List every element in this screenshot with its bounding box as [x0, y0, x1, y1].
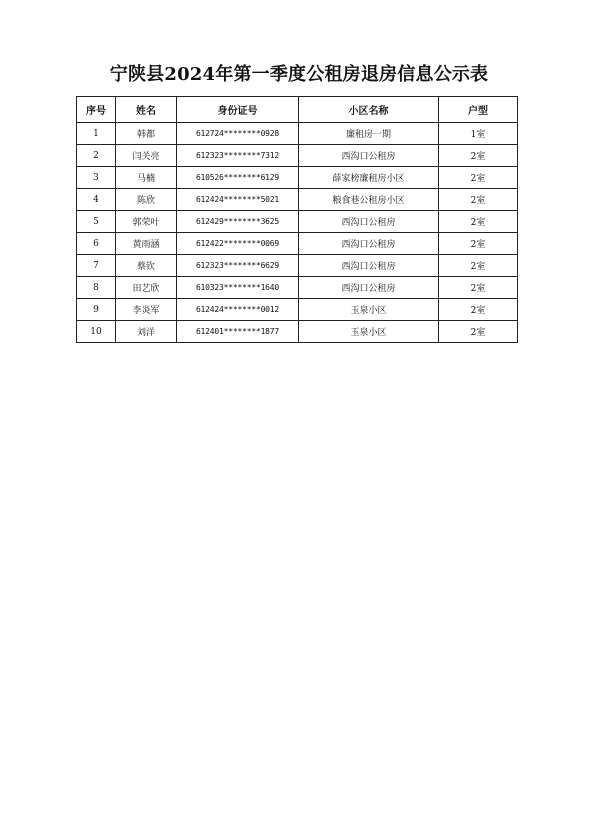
- table-row: [77, 277, 518, 299]
- cell-name: 闫关亮: [116, 145, 177, 167]
- cell-serial-number: 2: [77, 145, 116, 167]
- cell-id-number: 612424********5021: [177, 189, 299, 211]
- cell-community-name: 西沟口公租房: [299, 211, 439, 233]
- cell-serial-number: 1: [77, 123, 116, 145]
- cell-community-name: 廉租房一期: [299, 123, 439, 145]
- table-row: [77, 299, 518, 321]
- cell-community-name: 粮食巷公租房小区: [299, 189, 439, 211]
- cell-id-number: 612323********6629: [177, 255, 299, 277]
- cell-unit-type: 2室: [439, 255, 518, 277]
- cell-unit-type: 2室: [439, 145, 518, 167]
- table-row: [77, 321, 518, 343]
- table-row: [77, 189, 518, 211]
- cell-unit-type: 2室: [439, 277, 518, 299]
- header-unit-type: 户型: [439, 97, 518, 123]
- cell-community-name: 西沟口公租房: [299, 233, 439, 255]
- cell-serial-number: 7: [77, 255, 116, 277]
- cell-community-name: 西沟口公租房: [299, 277, 439, 299]
- header-serial-number: 序号: [77, 97, 116, 123]
- cell-community-name: 西沟口公租房: [299, 145, 439, 167]
- table-row: [77, 233, 518, 255]
- header-community-name: 小区名称: [299, 97, 439, 123]
- cell-name: 陈欣: [116, 189, 177, 211]
- cell-id-number: 612724********0928: [177, 123, 299, 145]
- cell-unit-type: 2室: [439, 189, 518, 211]
- cell-community-name: 西沟口公租房: [299, 255, 439, 277]
- table-header-row: [77, 97, 518, 123]
- cell-serial-number: 8: [77, 277, 116, 299]
- cell-id-number: 610526********6129: [177, 167, 299, 189]
- cell-serial-number: 9: [77, 299, 116, 321]
- cell-community-name: 玉泉小区: [299, 299, 439, 321]
- cell-id-number: 612429********3625: [177, 211, 299, 233]
- cell-id-number: 612424********0012: [177, 299, 299, 321]
- move-out-table: [76, 96, 518, 343]
- cell-id-number: 612401********1877: [177, 321, 299, 343]
- cell-id-number: 610323********1640: [177, 277, 299, 299]
- cell-community-name: 玉泉小区: [299, 321, 439, 343]
- cell-id-number: 612323********7312: [177, 145, 299, 167]
- table-row: [77, 123, 518, 145]
- cell-serial-number: 3: [77, 167, 116, 189]
- cell-name: 田艺欣: [116, 277, 177, 299]
- cell-unit-type: 2室: [439, 167, 518, 189]
- document-title: 宁陕县2024年第一季度公租房退房信息公示表: [109, 64, 489, 85]
- cell-serial-number: 5: [77, 211, 116, 233]
- table-row: [77, 145, 518, 167]
- cell-unit-type: 2室: [439, 321, 518, 343]
- cell-serial-number: 10: [77, 321, 116, 343]
- cell-name: 刘洋: [116, 321, 177, 343]
- cell-name: 蔡钦: [116, 255, 177, 277]
- cell-id-number: 612422********0069: [177, 233, 299, 255]
- cell-serial-number: 4: [77, 189, 116, 211]
- table-row: [77, 211, 518, 233]
- cell-name: 马楠: [116, 167, 177, 189]
- cell-name: 韩都: [116, 123, 177, 145]
- header-name: 姓名: [116, 97, 177, 123]
- cell-name: 黄雨涵: [116, 233, 177, 255]
- cell-name: 李炎军: [116, 299, 177, 321]
- table-row: [77, 255, 518, 277]
- cell-serial-number: 6: [77, 233, 116, 255]
- cell-unit-type: 2室: [439, 299, 518, 321]
- table-row: [77, 167, 518, 189]
- cell-unit-type: 2室: [439, 233, 518, 255]
- cell-unit-type: 1室: [439, 123, 518, 145]
- header-id-number: 身份证号: [177, 97, 299, 123]
- cell-unit-type: 2室: [439, 211, 518, 233]
- cell-name: 郭荣叶: [116, 211, 177, 233]
- cell-community-name: 薛家榜廉租房小区: [299, 167, 439, 189]
